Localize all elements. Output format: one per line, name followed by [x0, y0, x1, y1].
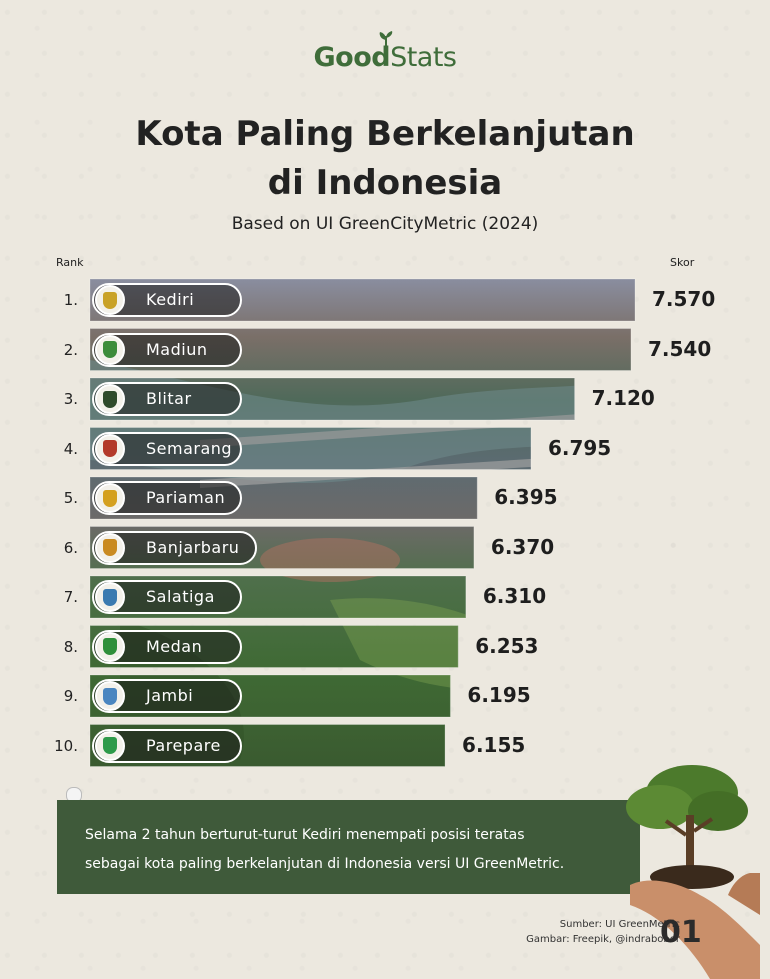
city-name: Jambi	[146, 686, 194, 705]
city-name: Blitar	[146, 389, 192, 408]
city-emblem-icon	[95, 335, 125, 365]
rank-label: 10.	[54, 736, 78, 755]
rank-label: 8.	[63, 637, 78, 656]
rank-label: 5.	[63, 489, 78, 507]
shield-icon	[103, 490, 117, 507]
city-name: Kediri	[146, 290, 195, 309]
shield-icon	[103, 737, 117, 754]
score-value: 6.253	[475, 633, 539, 658]
city-emblem-icon	[95, 681, 125, 711]
score-value: 6.795	[547, 435, 612, 460]
page-number: 01	[660, 915, 702, 950]
shield-icon	[103, 539, 117, 556]
shield-icon	[103, 688, 117, 705]
shield-icon	[103, 589, 117, 606]
shield-icon	[103, 292, 117, 309]
city-name: Medan	[146, 636, 203, 656]
rank-label: 3.	[63, 390, 78, 408]
rank-label: 4.	[63, 439, 78, 458]
rank-label: 7.	[63, 588, 78, 606]
city-emblem-icon	[95, 582, 125, 612]
city-name: Banjarbaru	[146, 537, 240, 557]
city-name: Parepare	[146, 735, 221, 755]
shield-icon	[103, 440, 117, 457]
score-value: 7.570	[652, 287, 716, 311]
city-emblem-icon	[95, 285, 125, 315]
city-emblem-icon	[95, 632, 125, 662]
rank-label: 6.	[63, 538, 78, 557]
rank-header: Rank	[56, 256, 84, 269]
shield-icon	[103, 638, 117, 655]
logo-good-text: Good	[313, 42, 391, 73]
score-value: 6.155	[462, 732, 526, 757]
score-header: Skor	[670, 256, 695, 269]
city-name: Salatiga	[146, 587, 215, 606]
city-emblem-icon	[95, 384, 125, 414]
image-credit: Gambar: Freepik, @indrabobor	[526, 934, 680, 945]
score-value: 7.540	[647, 336, 712, 361]
title-line-2: di Indonesia	[267, 163, 503, 203]
city-name: Madiun	[146, 339, 208, 359]
city-emblem-icon	[95, 434, 125, 464]
note-line-1: Selama 2 tahun berturut-turut Kediri menempati posisi teratas	[85, 827, 525, 843]
title-line-1: Kota Paling Berkelanjutan	[135, 114, 635, 154]
score-value: 6.195	[467, 683, 531, 707]
score-value: 6.370	[490, 534, 555, 559]
page-subtitle: Based on UI GreenCityMetric (2024)	[231, 214, 539, 234]
logo-stats-text: Stats	[390, 42, 457, 73]
rank-label: 2.	[63, 340, 78, 359]
note-line-2: sebagai kota paling berkelanjutan di Indonesia versi UI GreenMetric.	[85, 856, 565, 872]
shield-icon	[103, 391, 117, 408]
summary-note	[57, 800, 640, 894]
city-name: Pariaman	[146, 488, 226, 507]
score-value: 6.395	[494, 485, 558, 509]
rank-label: 9.	[63, 687, 78, 705]
score-value: 7.120	[591, 386, 655, 410]
source-credit: Sumber: UI GreenMetric	[559, 919, 680, 930]
city-name: Semarang	[146, 438, 233, 458]
city-emblem-icon	[95, 533, 125, 563]
city-emblem-icon	[95, 483, 125, 513]
city-emblem-icon	[95, 731, 125, 761]
rank-label: 1.	[63, 291, 78, 309]
score-value: 6.310	[482, 584, 547, 608]
shield-icon	[103, 341, 117, 358]
